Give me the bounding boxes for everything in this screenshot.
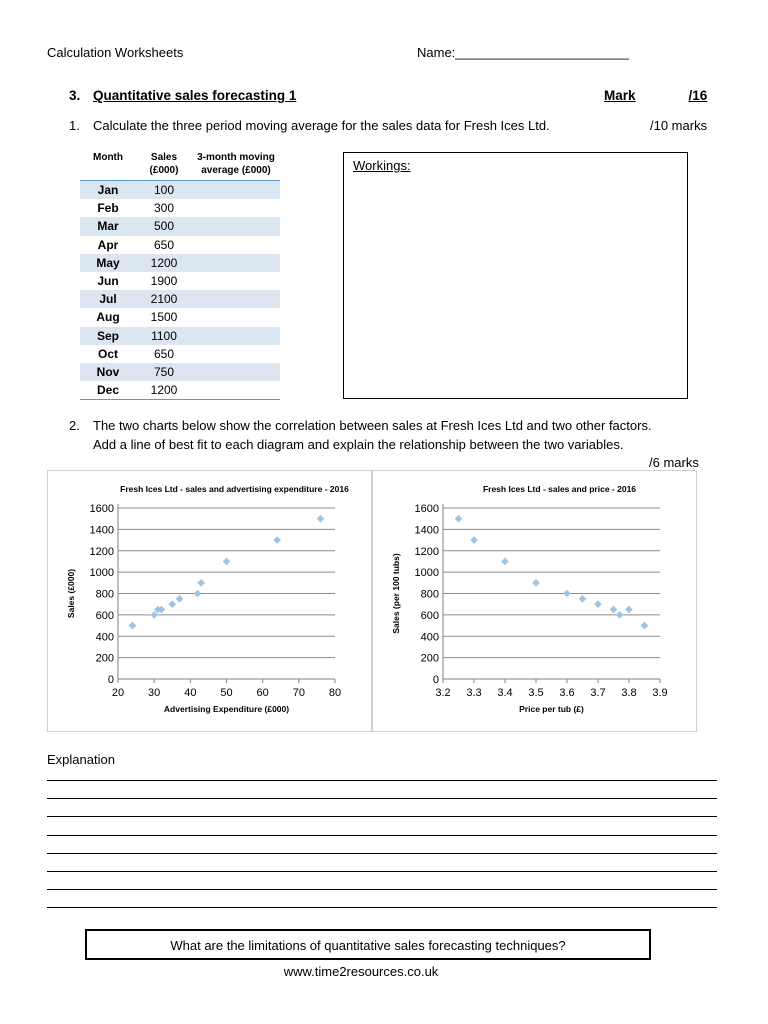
month-cell: Nov — [96, 364, 120, 379]
limitations-question-box — [85, 929, 651, 960]
moving-average-cell[interactable] — [192, 363, 280, 381]
x-axis-label: Price per tub (£) — [519, 704, 584, 714]
sales-cell: 1200 — [150, 255, 178, 270]
price-chart-frame — [372, 470, 697, 732]
table-row — [80, 290, 280, 308]
col-moving-average-header: 3-month moving average (£000) — [197, 152, 275, 176]
q2-text-line1: The two charts below show the correlation between sales at Fresh Ices Ltd and two other factors. — [93, 418, 652, 433]
y-tick-label: 1600 — [414, 503, 439, 515]
y-tick-label: 1200 — [414, 545, 439, 558]
x-tick-label: 3.3 — [466, 687, 482, 699]
month-cell: Dec — [96, 383, 119, 398]
sales-cell: 750 — [153, 364, 175, 379]
q2-number: 2. — [69, 418, 80, 433]
price-scatter-chart — [373, 471, 696, 731]
data-point — [579, 595, 587, 603]
answer-line[interactable] — [47, 835, 717, 836]
moving-average-cell[interactable] — [192, 254, 280, 272]
worksheet-title: Calculation Worksheets — [47, 45, 184, 60]
answer-line[interactable] — [47, 871, 717, 872]
data-point — [317, 515, 325, 523]
sales-cell: 1500 — [150, 310, 178, 325]
chart-title: Fresh Ices Ltd - sales and price - 2016 — [482, 484, 637, 494]
sales-table — [80, 152, 280, 400]
data-point — [610, 606, 618, 614]
table-row — [80, 308, 280, 326]
sales-cell: 1200 — [150, 383, 178, 398]
moving-average-cell[interactable] — [192, 381, 280, 400]
q1-number: 1. — [69, 118, 80, 133]
question-number: 3. — [69, 88, 81, 103]
data-point — [197, 579, 205, 587]
month-cell: Jun — [97, 274, 119, 289]
sales-cell: 100 — [153, 183, 175, 198]
q1-marks: /10 marks — [650, 118, 708, 133]
moving-average-cell[interactable] — [192, 345, 280, 363]
sales-cell: 1900 — [150, 274, 178, 289]
mark-total: /16 — [688, 88, 708, 103]
sales-cell: 2100 — [150, 292, 178, 307]
table-row — [80, 272, 280, 290]
month-cell: Sep — [96, 328, 119, 343]
col-sales-header: Sales (£000) — [149, 152, 179, 176]
mark-box — [604, 88, 718, 103]
x-tick-label: 60 — [256, 687, 269, 699]
moving-average-cell[interactable] — [192, 199, 280, 217]
name-field[interactable]: Name:________________________ — [417, 45, 629, 60]
y-tick-label: 400 — [420, 631, 439, 644]
y-axis-label: Sales (per 100 tubs) — [391, 553, 401, 634]
y-tick-label: 600 — [95, 609, 114, 622]
x-tick-label: 40 — [184, 687, 197, 699]
moving-average-cell[interactable] — [192, 236, 280, 254]
x-tick-label: 3.7 — [590, 687, 606, 699]
table-row — [80, 345, 280, 363]
footer-url[interactable]: www.time2resources.co.uk — [283, 964, 439, 979]
chart-title: Fresh Ices Ltd - sales and advertising expenditure - 2016 — [120, 484, 349, 494]
data-point — [129, 622, 137, 630]
table-row — [80, 381, 280, 400]
col-month-header: Month — [93, 152, 123, 163]
advertising-scatter-chart — [48, 471, 371, 731]
y-tick-label: 600 — [420, 609, 439, 622]
y-tick-label: 1400 — [414, 524, 439, 537]
y-tick-label: 1000 — [89, 567, 114, 580]
data-point — [594, 600, 602, 608]
answer-line[interactable] — [47, 853, 717, 854]
month-cell: Mar — [97, 219, 119, 234]
workings-label: Workings: — [353, 158, 411, 173]
table-row — [80, 199, 280, 217]
y-tick-label: 0 — [432, 674, 439, 686]
y-tick-label: 0 — [107, 674, 114, 686]
y-tick-label: 1400 — [89, 524, 114, 537]
month-cell: Oct — [97, 346, 118, 361]
table-row — [80, 181, 280, 200]
data-point — [455, 515, 463, 523]
answer-line[interactable] — [47, 889, 717, 890]
x-tick-label: 3.6 — [559, 687, 575, 699]
advertising-chart-frame — [47, 470, 372, 732]
month-cell: May — [96, 255, 120, 270]
question-title: Quantitative sales forecasting 1 — [93, 88, 297, 103]
x-tick-label: 30 — [148, 687, 161, 699]
y-tick-label: 800 — [420, 588, 439, 601]
data-point — [641, 622, 649, 630]
table-row — [80, 217, 280, 235]
month-cell: Apr — [97, 237, 119, 252]
x-tick-label: 3.8 — [621, 687, 637, 699]
table-row — [80, 327, 280, 345]
x-tick-label: 20 — [111, 687, 125, 699]
q2-text-line2: Add a line of best fit to each diagram and explain the relationship between the two variables. — [93, 437, 624, 452]
table-row — [80, 254, 280, 272]
q1-text: Calculate the three period moving average for the sales data for Fresh Ices Ltd. — [93, 118, 550, 133]
mark-label: Mark — [604, 88, 636, 103]
answer-line[interactable] — [47, 798, 717, 799]
sales-cell: 650 — [153, 237, 175, 252]
data-point — [470, 536, 478, 544]
data-point — [176, 595, 184, 603]
month-cell: Jan — [97, 183, 119, 198]
data-point — [168, 600, 176, 608]
y-tick-label: 200 — [420, 652, 439, 665]
limitations-question: What are the limitations of quantitative sales forecasting techniques? — [170, 938, 566, 953]
data-point — [273, 536, 281, 544]
moving-average-cell[interactable] — [192, 290, 280, 308]
data-point — [625, 606, 633, 614]
q2-marks: /6 marks — [649, 455, 699, 470]
x-tick-label: 3.9 — [652, 687, 668, 699]
y-tick-label: 1600 — [89, 503, 114, 515]
x-tick-label: 70 — [292, 687, 305, 699]
y-tick-label: 1200 — [89, 545, 114, 558]
sales-cell: 300 — [153, 201, 175, 216]
moving-average-cell[interactable] — [192, 327, 280, 345]
data-point — [194, 590, 202, 598]
x-axis-label: Advertising Expenditure (£000) — [163, 704, 290, 714]
moving-average-cell[interactable] — [192, 217, 280, 235]
moving-average-cell[interactable] — [192, 308, 280, 326]
workings-box[interactable] — [343, 152, 688, 399]
data-point — [223, 558, 231, 566]
data-point — [532, 579, 540, 587]
table-header-row — [80, 152, 280, 181]
y-tick-label: 1000 — [414, 567, 439, 580]
month-cell: Feb — [97, 201, 119, 216]
explanation-label: Explanation — [47, 752, 115, 767]
y-tick-label: 400 — [95, 631, 114, 644]
sales-cell: 500 — [153, 219, 175, 234]
answer-line[interactable] — [47, 780, 717, 781]
month-cell: Aug — [96, 310, 120, 325]
data-point — [616, 611, 624, 619]
table-row — [80, 363, 280, 381]
x-tick-label: 3.2 — [435, 687, 451, 699]
data-point — [501, 558, 509, 566]
moving-average-cell[interactable] — [192, 181, 280, 200]
sales-cell: 650 — [153, 346, 175, 361]
x-tick-label: 3.4 — [497, 687, 513, 699]
x-tick-label: 50 — [220, 687, 233, 699]
data-point — [563, 590, 571, 598]
answer-line[interactable] — [47, 907, 717, 908]
month-cell: Jul — [99, 292, 117, 307]
x-tick-label: 3.5 — [528, 687, 544, 699]
answer-line[interactable] — [47, 816, 717, 817]
x-tick-label: 80 — [328, 687, 342, 699]
moving-average-cell[interactable] — [192, 272, 280, 290]
y-tick-label: 800 — [95, 588, 114, 601]
sales-cell: 1100 — [151, 328, 177, 343]
table-row — [80, 236, 280, 254]
y-axis-label: Sales (£000) — [66, 568, 76, 619]
y-tick-label: 200 — [95, 652, 114, 665]
